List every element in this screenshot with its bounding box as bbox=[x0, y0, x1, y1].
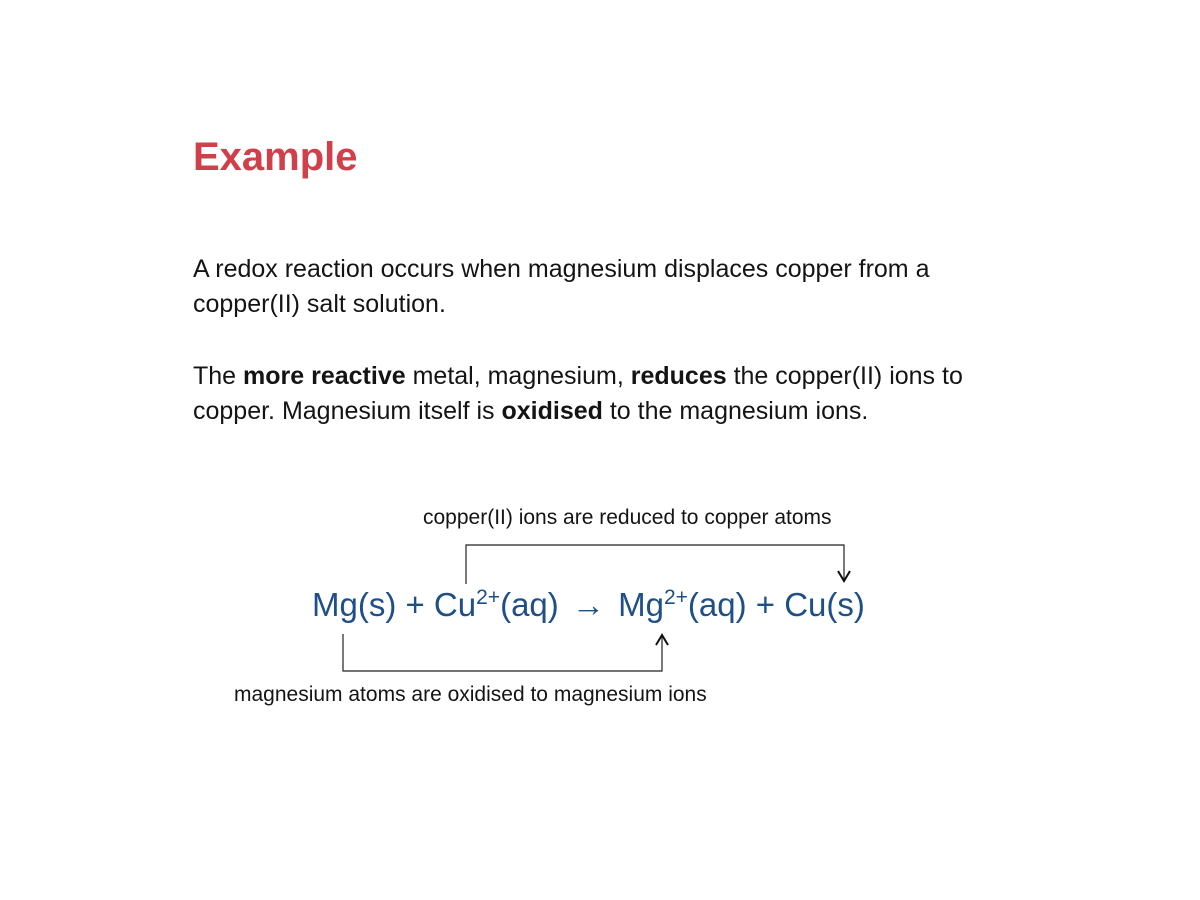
redox-equation bbox=[312, 583, 865, 627]
equation-products: (aq) + Cu(s) bbox=[687, 586, 865, 623]
explanation-text-1: The bbox=[193, 362, 244, 390]
explanation-bold-reduces: reduces bbox=[630, 362, 727, 390]
equation-reactants: Mg(s) + Cu bbox=[312, 586, 477, 623]
explanation-bold-oxidised: oxidised bbox=[501, 397, 603, 425]
oxidation-bracket bbox=[343, 634, 662, 671]
explanation-paragraph bbox=[193, 359, 1023, 429]
reaction-arrow: → bbox=[571, 586, 605, 623]
explanation-text-2: metal, magnesium, bbox=[405, 362, 631, 390]
equation-product-mg: Mg bbox=[618, 586, 664, 623]
equation-reactant-state: (aq) bbox=[500, 586, 559, 623]
slide-title: Example bbox=[193, 135, 358, 179]
oxidation-arrowhead-icon bbox=[656, 635, 668, 645]
copper-ion-charge: 2+ bbox=[476, 586, 501, 609]
explanation-text-3: the copper(II) ions to copper. Magnesium itself is bbox=[193, 362, 963, 425]
reduction-arrowhead-icon bbox=[838, 571, 850, 581]
explanation-bold-more-reactive: more reactive bbox=[243, 362, 406, 390]
reduction-annotation: copper(II) ions are reduced to copper atoms bbox=[423, 506, 832, 529]
oxidation-annotation: magnesium atoms are oxidised to magnesium ions bbox=[234, 683, 707, 706]
intro-paragraph: A redox reaction occurs when magnesium displaces copper from a copper(II) salt solution. bbox=[193, 255, 930, 318]
reduction-bracket bbox=[466, 545, 844, 584]
magnesium-ion-charge: 2+ bbox=[663, 586, 688, 609]
explanation-text-4: to the magnesium ions. bbox=[602, 397, 869, 425]
